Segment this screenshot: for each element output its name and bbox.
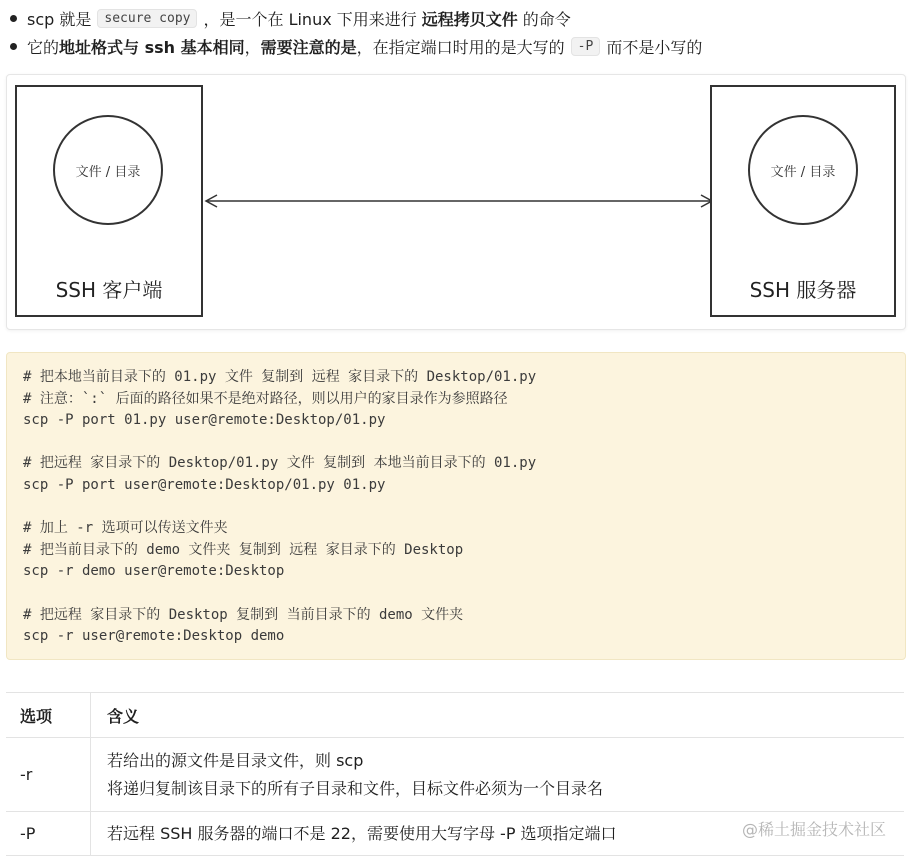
circle-label: 文件 / 目录 <box>770 164 836 180</box>
code-lines <box>23 367 536 648</box>
server-box <box>710 85 896 317</box>
table-header-row <box>6 693 904 738</box>
code-line: scp -r demo user@remote:Desktop <box>23 563 285 580</box>
code-line: # 注意：`:` 后面的路径如果不是绝对路径，则以用户的家目录作为参照路径 <box>23 390 508 407</box>
bullet-dot <box>10 43 17 50</box>
bullet-item <box>6 4 906 32</box>
scp-diagram <box>6 74 906 330</box>
bullet-text: 的命令 <box>522 9 571 29</box>
code-line: # 加上 -r 选项可以传送文件夹 <box>23 520 228 537</box>
watermark: @稀土掘金技术社区 <box>741 820 886 839</box>
code-line: scp -r user@remote:Desktop demo <box>23 628 285 645</box>
table-row <box>6 738 904 812</box>
code-line: # 把远程 家目录下的 Desktop/01.py 文件 复制到 本地当前目录下的 01.py <box>23 455 537 472</box>
header-option: 选项 <box>6 693 91 738</box>
server-label: SSH 服务器 <box>749 278 857 302</box>
client-box <box>15 85 203 317</box>
code-block <box>6 352 906 660</box>
option-cell: -P <box>6 812 91 856</box>
transfer-arrow <box>203 191 715 211</box>
code-line <box>23 583 536 605</box>
circle-label: 文件 / 目录 <box>75 164 141 180</box>
bullet-text: 它的 <box>27 37 60 57</box>
option-cell: -r <box>6 738 91 812</box>
meaning-cell <box>91 738 905 812</box>
bullet-text: ， <box>244 37 261 57</box>
inline-code: -P <box>571 37 601 56</box>
client-label: SSH 客户端 <box>55 278 163 302</box>
server-file-circle <box>748 115 858 225</box>
inline-code: secure copy <box>97 9 197 28</box>
bullet-text: scp 就是 <box>27 9 92 29</box>
bullet-dot <box>10 15 17 22</box>
code-line: # 把远程 家目录下的 Desktop 复制到 当前目录下的 demo 文件夹 <box>23 606 464 623</box>
bullet-bold: 远程拷贝文件 <box>421 9 518 29</box>
code-line: # 把本地当前目录下的 01.py 文件 复制到 远程 家目录下的 Desktop/01.py <box>23 369 537 385</box>
bullet-item <box>6 32 906 60</box>
code-line <box>23 497 536 519</box>
code-line: # 把当前目录下的 demo 文件夹 复制到 远程 家目录下的 Desktop <box>23 541 464 558</box>
client-file-circle <box>53 115 163 225</box>
header-meaning: 含义 <box>91 693 905 738</box>
code-line: scp -P port user@remote:Desktop/01.py 01.py <box>23 476 386 493</box>
meaning-line: 将递归复制该目录下的所有子目录和文件，目标文件必须为一个目录名 <box>107 778 604 798</box>
intro-bullets <box>6 4 906 60</box>
meaning-line: 若远程 SSH 服务器的端口不是 22，需要使用大写字母 -P 选项指定端口 <box>107 823 617 843</box>
code-line <box>23 432 536 454</box>
meaning-line: 若给出的源文件是目录文件，则 scp <box>107 750 364 770</box>
bullet-bold: 地址格式与 ssh 基本相同 <box>59 37 245 57</box>
bullet-text: 而不是小写的 <box>606 37 703 57</box>
bullet-text: ，是一个在 Linux 下用来进行 <box>203 9 417 29</box>
bullet-text: ，在指定端口时用的是大写的 <box>356 37 565 57</box>
code-line: scp -P port 01.py user@remote:Desktop/01.py <box>23 412 386 429</box>
bullet-bold: 需要注意的是 <box>260 37 357 57</box>
